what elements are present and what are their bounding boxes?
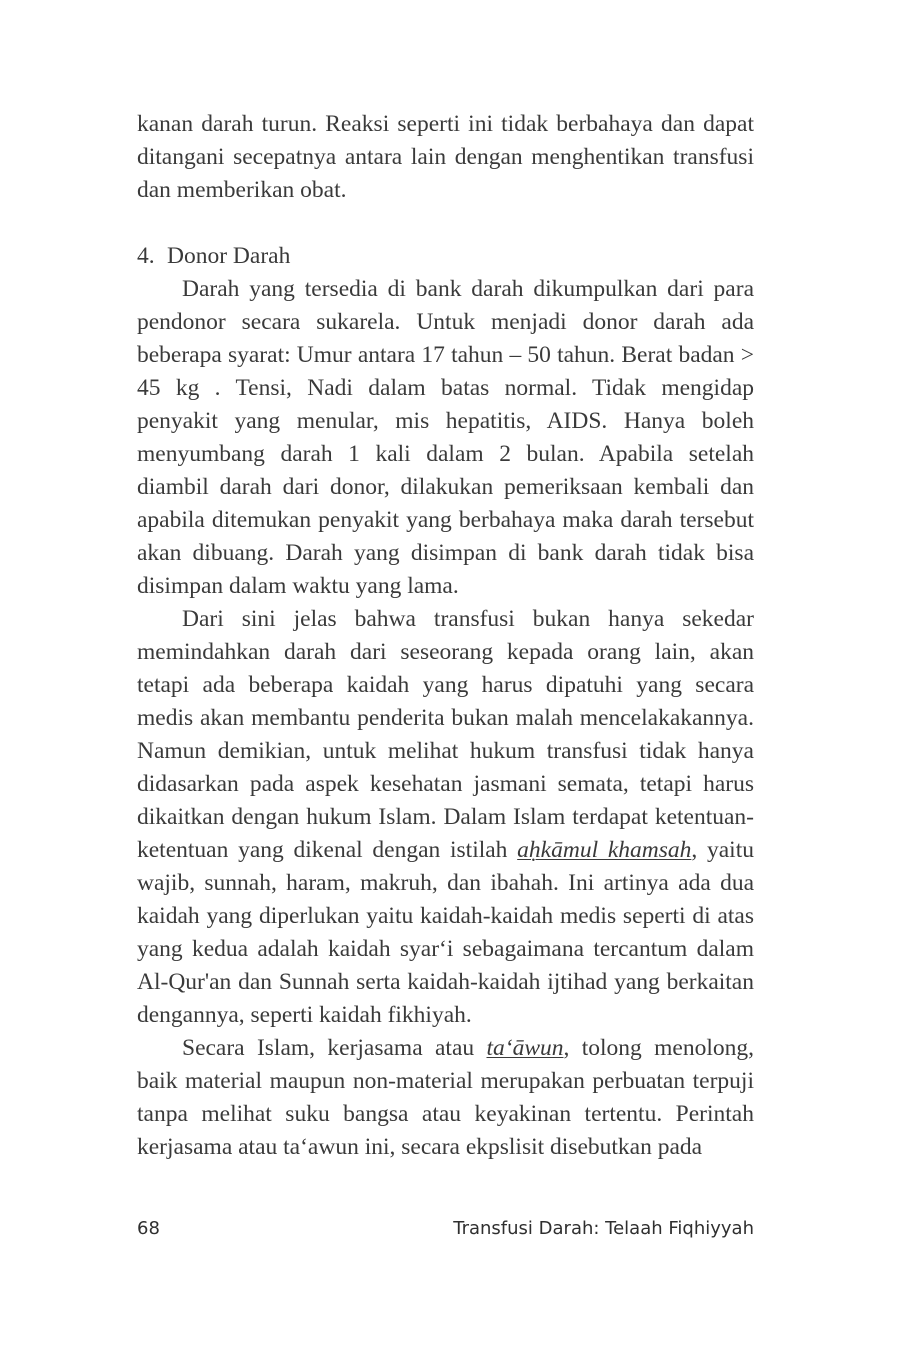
paragraph-islam-text-1: Secara Islam, kerjasama atau: [182, 1035, 487, 1061]
term-ahkamul-khamsah: aḥkāmul khamsah: [517, 837, 692, 863]
section-number: 4.: [137, 243, 155, 269]
running-title: Transfusi Darah: Telaah Fiqhiyyah: [453, 1218, 754, 1239]
page-body: [137, 108, 754, 1164]
paragraph-hukum-text-2: , yaitu wajib, sunnah, haram, makruh, dan ibahah. Ini artinya ada dua kaidah yang diperlukan yaitu kaidah-kaidah medis seperti di atas yang kedua adalah kaidah syar‘i sebagaimana tercantum dalam Al-Qur'an dan Sunnah serta kaidah-kaidah ijtihad yang berkaitan dengannya, seperti kaidah fikhiyah.: [137, 837, 754, 1028]
section-title: Donor Darah: [167, 243, 291, 269]
paragraph-hukum: [137, 603, 754, 1032]
page-number: 68: [137, 1218, 160, 1239]
paragraph-donor: Darah yang tersedia di bank darah dikumpulkan dari para pendonor secara sukarela. Untuk menjadi donor darah ada beberapa syarat: Umur antara 17 tahun – 50 tahun. Berat badan > 45 kg . Tensi, Nadi dalam batas normal. Tidak mengidap penyakit yang menular, mis hepatitis, AIDS. Hanya boleh menyumbang darah 1 kali dalam 2 bulan. Apabila setelah diambil darah dari donor, dilakukan pemeriksaan kembali dan apabila ditemukan penyakit yang berbahaya maka darah tersebut akan dibuang. Darah yang disimpan di bank darah tidak bisa disimpan dalam waktu yang lama.: [137, 276, 754, 599]
section-heading: [137, 240, 754, 273]
page-footer: [137, 1218, 754, 1248]
term-taawun: ta‘āwun: [486, 1035, 564, 1061]
paragraph-hukum-text-1: Dari sini jelas bahwa transfusi bukan hanya sekedar memindahkan darah dari seseorang kepada orang lain, akan tetapi ada beberapa kaidah yang harus dipatuhi yang secara medis akan membantu penderita bukan malah mencelakakannya. Namun demikian, untuk melihat hukum transfusi tidak hanya didasarkan pada aspek kesehatan jasmani semata, tetapi harus dikaitkan dengan hukum Islam. Dalam Islam terdapat ketentuan-ketentuan yang dikenal dengan istilah: [137, 606, 754, 863]
paragraph-continued: kanan darah turun. Reaksi seperti ini tidak berbahaya dan dapat ditangani secepatnya antara lain dengan menghentikan transfusi dan memberikan obat.: [137, 111, 754, 203]
paragraph-islam: [137, 1032, 754, 1164]
paragraph-islam-text-2: , tolong menolong, baik material maupun non-material merupakan perbuatan terpuji tanpa melihat suku bangsa atau keyakinan tertentu. Perintah kerjasama atau ta‘awun ini, secara ekpslisit disebutkan pada: [137, 1035, 755, 1160]
